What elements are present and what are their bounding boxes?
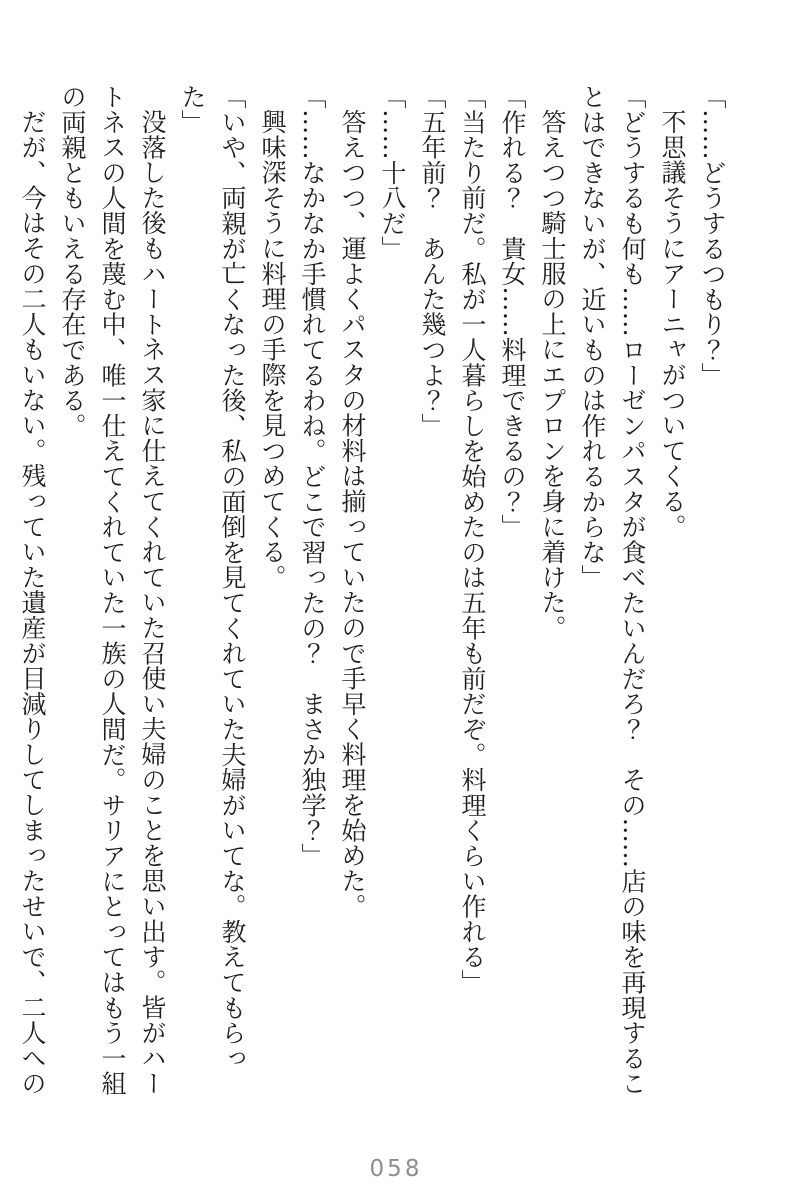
paragraph: 「当たり前だ。私が一人暮らしを始めたのは五年も前だぞ。料理くらい作れる」	[458, 84, 487, 995]
paragraph: 「作れる？ 貴女……料理できるの？」	[498, 84, 527, 540]
paragraph: 「いや、両親が亡くなった後、私の面倒を見てくれていた夫婦がいてな。教えてもらった」	[178, 84, 247, 1071]
paragraph: 答えつつ、運よくパスタの材料は揃っていたので手早く料理を始めた。	[338, 109, 367, 919]
paragraph: 「……十八だ」	[378, 84, 407, 262]
paragraph: 興味深そうに料理の手際を見つめてくる。	[258, 109, 287, 590]
paragraph: 「……どうするつもり？」	[698, 84, 727, 388]
paragraph: 答えつつ騎士服の上にエプロンを身に着けた。	[538, 109, 567, 641]
paragraph: 没落した後もハートネス家に仕えてくれていた召使い夫婦のことを思い出す。皆がハートネスの人間を蔑む中、唯一仕えてくれていた一族の人間だ。サリアにとってはもう一組の両親ともいえる存在である。	[58, 84, 167, 1096]
paragraph: 「五年前？ あんた幾つよ？」	[418, 84, 447, 439]
paragraph: だが、今はその二人もいない。残っていた遺産が目減りしてしまったせいで、二人への	[18, 109, 47, 1096]
page-number: 058	[369, 1156, 423, 1182]
page-text	[12, 84, 732, 1100]
paragraph: 「どうするも何も……ローゼンパスタが食べたいんだろ？ その……店の味を再現することはできないが、近いものは作れるからな」	[578, 84, 647, 1096]
paragraph: 不思議そうにアーニャがついてくる。	[658, 109, 687, 540]
paragraph: 「……なかなか手慣れてるわね。どこで習ったの？ まさか独学？」	[298, 84, 327, 869]
